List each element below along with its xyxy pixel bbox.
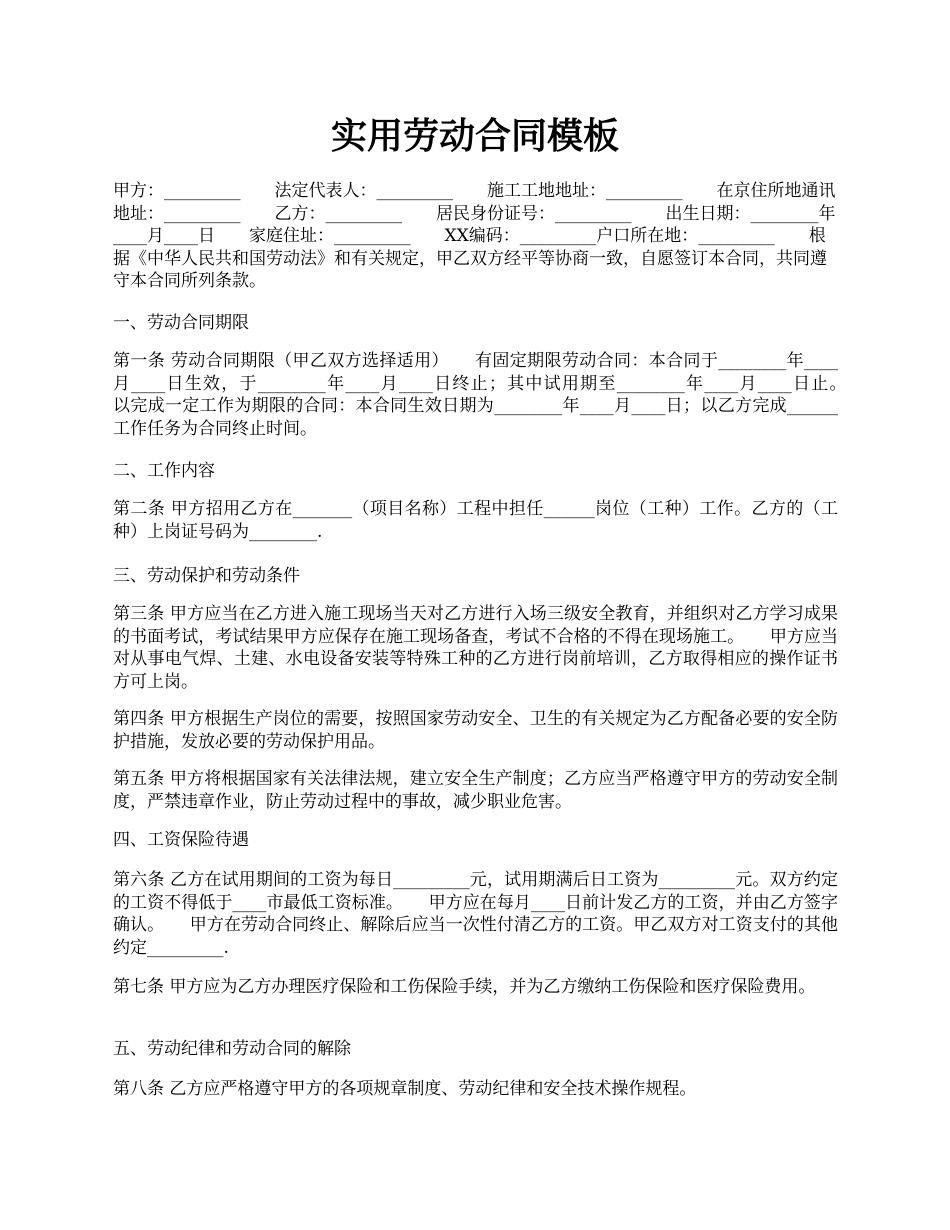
article-5: 第五条 甲方将根据国家有关法律法规，建立安全生产制度；乙方应当严格遵守甲方的劳动安全制度，严禁违章作业，防止劳动过程中的事故，减少职业危害。 [113,769,838,812]
section-heading-1: 一、劳动合同期限 [113,313,249,333]
article-7: 第七条 甲方应为乙方办理医疗保险和工伤保险手续，并为乙方缴纳工伤保险和医疗保险费用。 [113,977,816,997]
document-title: 实用劳动合同模板 [330,115,619,157]
article-8: 第八条 乙方应严格遵守甲方的各项规章制度、劳动纪律和安全技术操作规程。 [113,1079,697,1099]
intro-paragraph: 甲方：_________ 法定代表人：_________ 施工工地地址：_________ 在京住所地通讯地址：_________ 乙方：_________ 居民身份证号：_________ 出生日期：________年____月____日 家庭住址：_________ XX编码：_________户口所在地：_________ 根据《中华人民共和国劳动法》和有关规定，甲乙双方经平等协商一致，自愿签订本合同，共同遵守本合同所列条款。 [113,181,836,291]
article-3: 第三条 甲方应当在乙方进入施工现场当天对乙方进行入场三级安全教育，并组织对乙方学习成果的书面考试，考试结果甲方应保存在施工现场备查，考试不合格的不得在现场施工。 甲方应当对从事电气焊、土建、水电设备安装等特殊工种的乙方进行岗前培训，乙方取得相应的操作证书方可上岗。 [113,604,838,692]
article-2: 第二条 甲方招用乙方在_______（项目名称）工程中担任______岗位（工种）工作。乙方的（工种）上岗证号码为________. [113,499,838,542]
section-heading-2: 二、工作内容 [113,461,215,481]
section-heading-5: 五、劳动纪律和劳动合同的解除 [113,1039,351,1059]
article-6: 第六条 乙方在试用期间的工资为每日_________元，试用期满后日工资为_________元。双方约定的工资不得低于____市最低工资标准。 甲方应在每月____日前计发乙方的工资，并由乙方签字确认。 甲方在劳动合同终止、解除后应当一次性付清乙方的工资。甲乙双方对工资支付的其他约定_________. [113,870,838,958]
article-1: 第一条 劳动合同期限（甲乙双方选择适用） 有固定期限劳动合同：本合同于________年____月____日生效，于________年____月____日终止；其中试用期至________年____月____日止。 以完成一定工作为期限的合同：本合同生效日期为________年____月____日；以乙方完成______工作任务为合同终止时间。 [113,351,872,439]
section-heading-3: 三、劳动保护和劳动条件 [113,566,300,586]
article-4: 第四条 甲方根据生产岗位的需要，按照国家劳动安全、卫生的有关规定为乙方配备必要的安全防护措施，发放必要的劳动保护用品。 [113,709,838,752]
section-heading-4: 四、工资保险待遇 [113,830,249,850]
